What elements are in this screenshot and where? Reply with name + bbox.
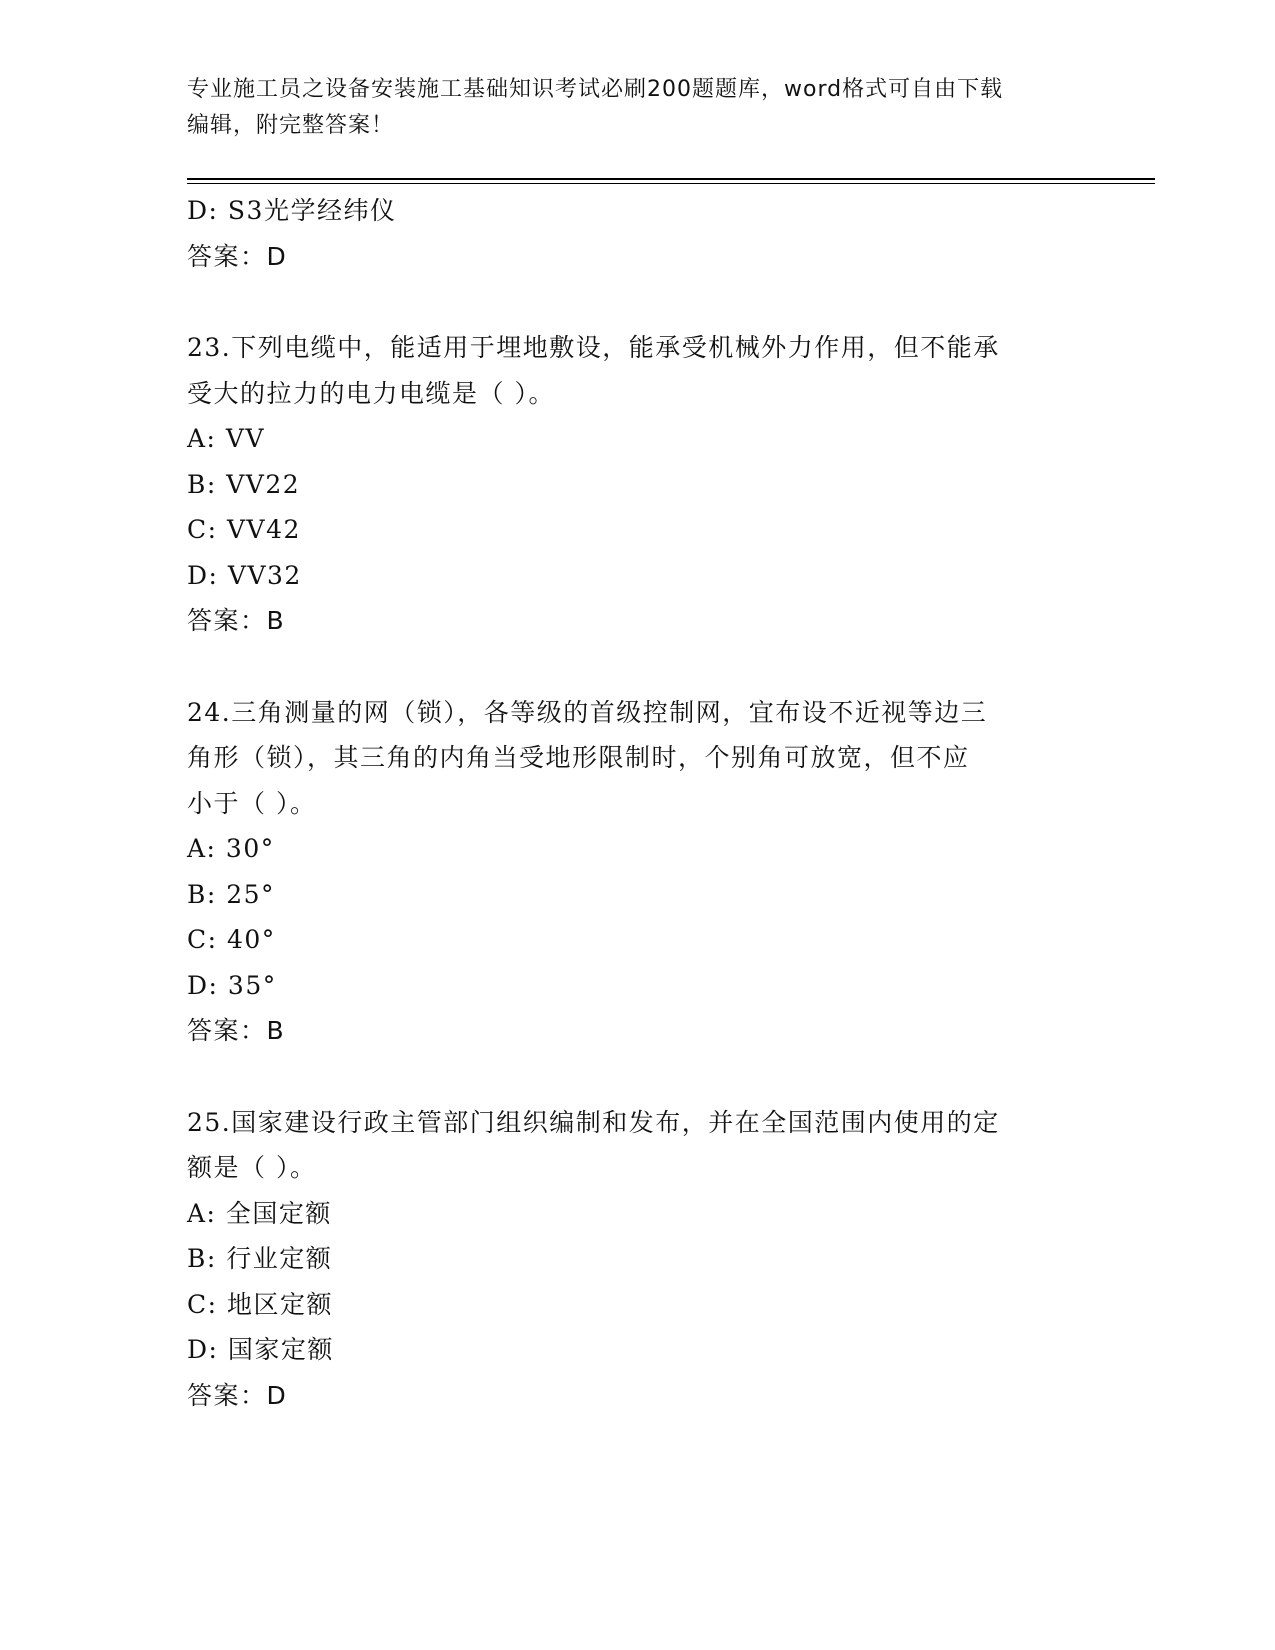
question-text-line: 角形（锁），其三角的内角当受地形限制时，个别角可放宽，但不应 (187, 743, 970, 772)
option-d: D: 35° (187, 970, 277, 1000)
option-d: D: 国家定额 (187, 1335, 334, 1364)
option-b: B: 行业定额 (187, 1244, 333, 1273)
option-d: D: VV32 (187, 560, 302, 590)
spacer (187, 1054, 1087, 1100)
option-a: A: 全国定额 (187, 1198, 332, 1228)
prev-option-d: D: S3光学经纬仪 (187, 196, 397, 225)
question-text-line: 23.下列电缆中，能适用于埋地敷设，能承受机械外力作用，但不能承 (187, 333, 1000, 362)
question-text-line: 24.三角测量的网（锁），各等级的首级控制网，宜布设不近视等边三 (187, 697, 988, 727)
document-header (187, 72, 1087, 144)
question-text-line: 25.国家建设行政主管部门组织编制和发布，并在全国范围内使用的定 (187, 1107, 1000, 1137)
question-text-line: 受大的拉力的电力电缆是（ ）。 (187, 378, 555, 408)
question-25 (187, 1100, 1087, 1419)
prev-answer: 答案：D (187, 241, 288, 271)
question-23 (187, 325, 1087, 644)
header-divider-thin (187, 183, 1155, 184)
header-title-line-2: 编辑，附完整答案！ (187, 113, 395, 138)
option-c: C: VV42 (187, 515, 301, 544)
question-content (187, 188, 1087, 1418)
answer: 答案：B (187, 1016, 286, 1045)
answer: 答案：D (187, 1380, 288, 1410)
option-b: B: VV22 (187, 469, 301, 499)
question-text-line: 小于（ ）。 (187, 788, 317, 818)
header-title-line-1: 专业施工员之设备安装施工基础知识考试必刷200题题库，word格式可自由下载 (187, 77, 1004, 102)
question-24 (187, 690, 1087, 1054)
option-c: C: 40° (187, 925, 276, 954)
header-divider-thick (187, 178, 1155, 180)
spacer (187, 644, 1087, 690)
option-c: C: 地区定额 (187, 1289, 333, 1319)
option-a: A: VV (187, 424, 266, 453)
spacer (187, 279, 1087, 325)
option-a: A: 30° (187, 834, 275, 863)
option-b: B: 25° (187, 879, 276, 909)
answer: 答案：B (187, 606, 286, 635)
question-text-line: 额是（ ）。 (187, 1153, 317, 1182)
